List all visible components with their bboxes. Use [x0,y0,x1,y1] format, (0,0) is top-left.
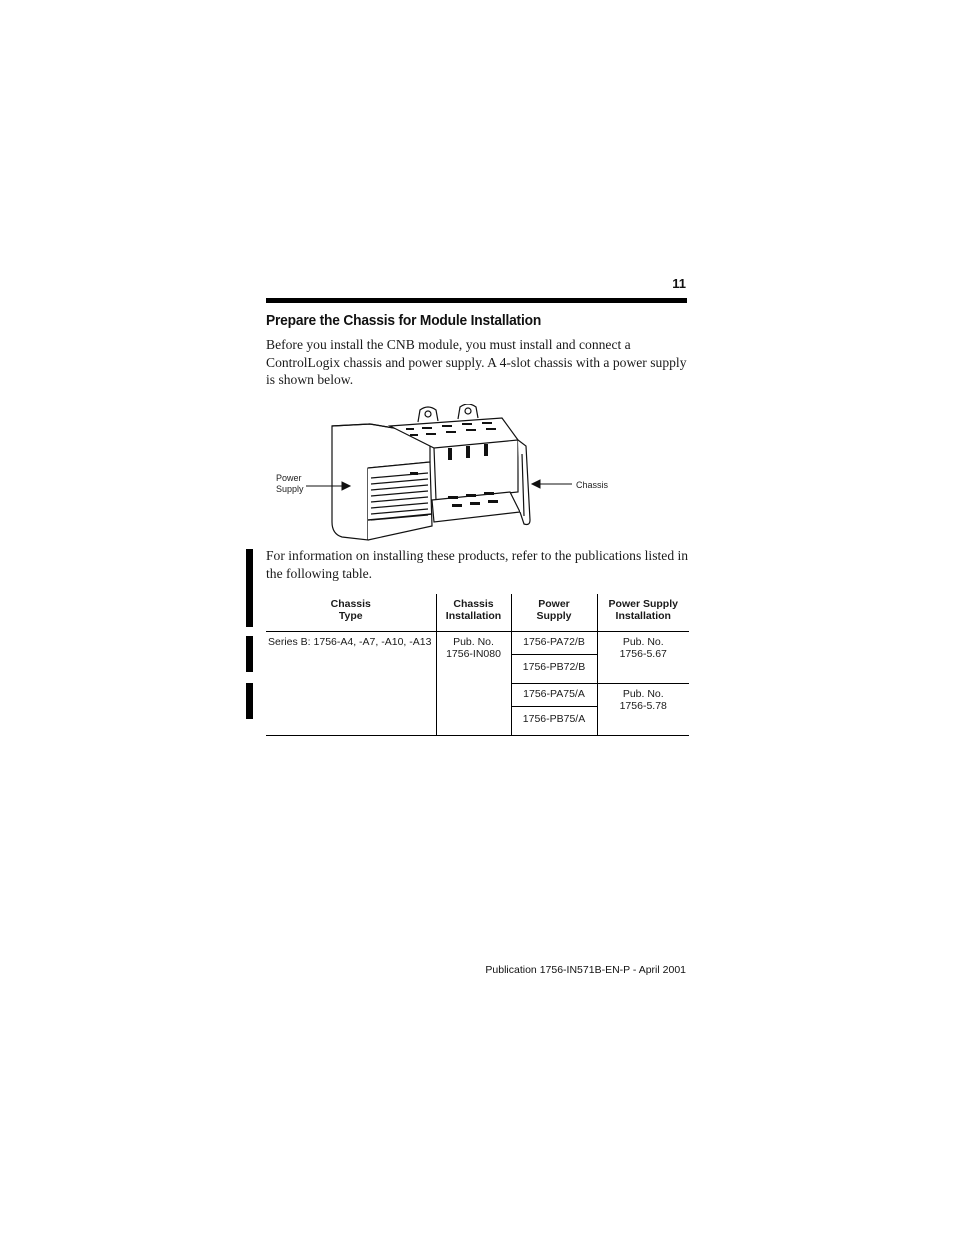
section-heading: Prepare the Chassis for Module Installation [266,313,542,329]
cell-chassis-type: Series B: 1756-A4, -A7, -A10, -A13 [266,632,436,736]
reference-paragraph: For information on installing these products, refer to the publications listed in the following table. [266,548,689,581]
header-chassis-type: Chassis Type [266,594,436,632]
publication-footer: Publication 1756-IN571B-EN-P - April 2001 [485,964,686,976]
cell-ps-installation: Pub. No. 1756-5.67 [597,632,689,684]
change-bar [246,636,253,672]
header-power-supply: Power Supply [511,594,597,632]
chassis-illustration [270,404,620,544]
chassis-label: Chassis [576,480,609,490]
header-ps-installation: Power Supply Installation [597,594,689,632]
page-number: 11 [672,276,686,291]
header-rule [266,298,687,303]
cell-power-supply: 1756-PA72/B [511,632,597,655]
change-bar [246,683,253,719]
intro-paragraph: Before you install the CNB module, you must install and connect a ControlLogix chassis and power supply. A 4-slot chassis with a power supply is shown below. [266,337,687,387]
cell-ps-installation: Pub. No. 1756-5.78 [597,684,689,736]
cell-power-supply: 1756-PB75/A [511,707,597,736]
cell-power-supply: 1756-PA75/A [511,684,597,707]
power-supply-label: Power Supply [276,473,304,494]
publications-table [266,594,689,736]
change-bar [246,549,253,627]
cell-chassis-installation: Pub. No. 1756-IN080 [436,632,511,736]
header-chassis-installation: Chassis Installation [436,594,511,632]
cell-power-supply: 1756-PB72/B [511,655,597,684]
